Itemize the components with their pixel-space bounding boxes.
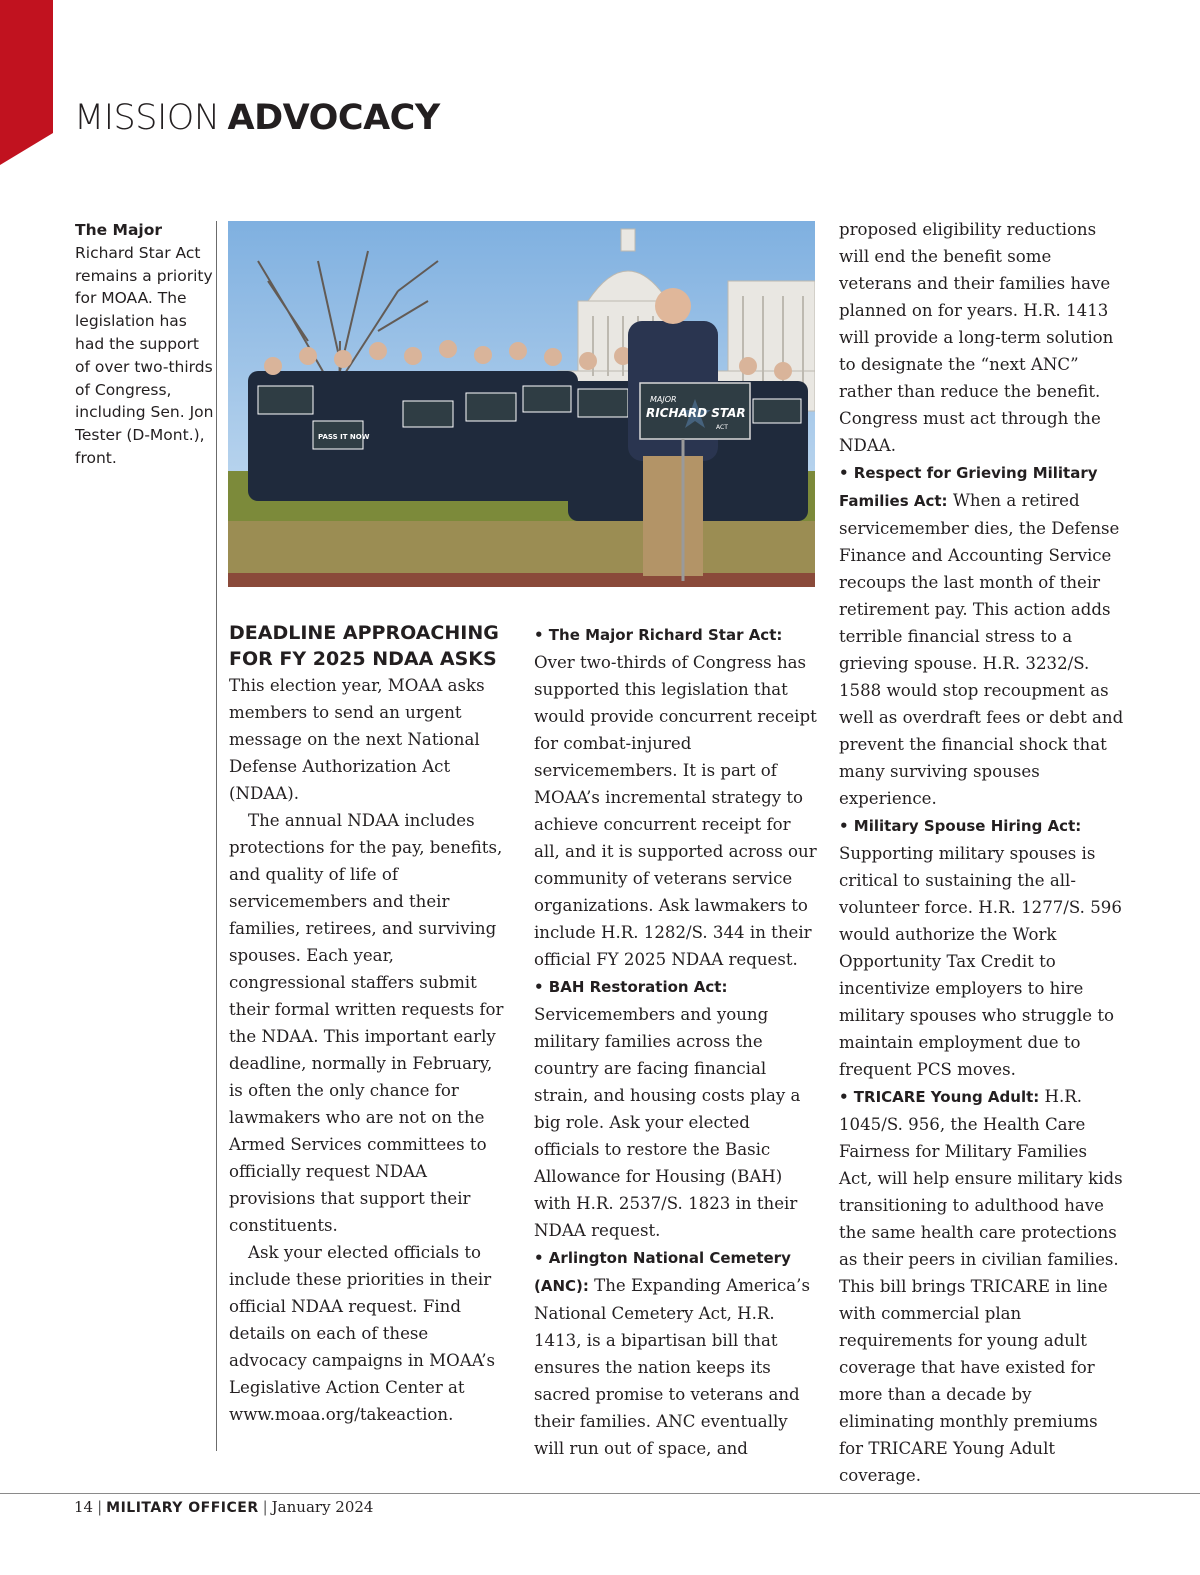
caption-lead: The Major (75, 221, 163, 239)
article-paragraph-2: The annual NDAA includes protections for the pay, benefits, and quality of life of servicemembers and their families, retirees, and surviving spouses. Each year, congressional staffers submit their formal written requests for the NDAA. This important early deadline, normally in February, is often the only chance for lawmakers who are not on the Armed Services committees to officially request NDAA provisions that support their constituents. (229, 811, 504, 1235)
footer-separator: | (97, 1498, 103, 1516)
item-text: Supporting military spouses is critical to sustaining the all-volunteer force. H.R. 1277/S. 596 would authorize the Work Opportunity Tax Credit to incentivize employers to hire military spouses who struggle to maintain employment due to frequent PCS moves. (839, 844, 1122, 1079)
photo-illustration (228, 221, 815, 587)
article-column-3 (839, 216, 1125, 1489)
photo-capitol-rally (228, 221, 815, 587)
item-text: Servicemembers and young military families across the country are facing financial strain, and housing costs play a big role. Ask your elected officials to restore the Basic Allowance for Housing (BAH) with H.R. 2537/S. 1823 in their NDAA request. (534, 1005, 801, 1240)
footer-divider (0, 1493, 1200, 1494)
item-heading: • Respect for Grieving Military Families Act: (839, 464, 1098, 510)
section-color-tab (0, 0, 53, 165)
item-grieving-families (839, 459, 1125, 812)
item-heading: • Arlington National Cemetery (ANC): (534, 1249, 791, 1295)
section-title-light: MISSION (74, 98, 220, 138)
article-column-1 (229, 620, 507, 1428)
podium-sign-line1: MAJOR (650, 395, 677, 404)
issue-date: January 2024 (271, 1498, 374, 1516)
item-richard-star (534, 621, 820, 973)
footer-separator: | (262, 1498, 268, 1516)
photo-caption (75, 219, 215, 470)
podium-sign-line2: RICHARD STAR (646, 406, 746, 420)
crowd-sign-text: PASS IT NOW (318, 433, 370, 441)
article-paragraph-3: Ask your elected officials to include these priorities in their official NDAA request. Find details on each of these advocacy campaigns in MOAA’s Legislative Action Center at www.moaa.org/takeaction. (229, 1243, 496, 1424)
item-arlington-cemetery (534, 1244, 820, 1462)
page-footer (74, 1496, 373, 1519)
item-tricare-young-adult (839, 1083, 1125, 1489)
podium-sign-line3: ACT (716, 424, 728, 431)
item-bah-restoration (534, 973, 820, 1244)
section-title-bold: ADVOCACY (227, 98, 440, 138)
section-title (74, 96, 440, 140)
article-headline (229, 620, 507, 672)
page-number: 14 (74, 1498, 94, 1516)
caption-text: Richard Star Act remains a priority for MOAA. The legislation has had the support of over two-thirds of Congress, including Sen. Jon Tester (D-Mont.), front. (75, 243, 214, 467)
item-heading: • The Major Richard Star Act: (534, 626, 783, 644)
headline-line1: DEADLINE APPROACHING (229, 622, 499, 644)
article-paragraph-1: This election year, MOAA asks members to send an urgent message on the next National Defense Authorization Act (NDAA). (229, 676, 485, 803)
item-arlington-cemetery-continued: proposed eligibility reductions will end the benefit some veterans and their families have planned on for years. H.R. 1413 will provide a long-term solution to designate the “next ANC” rather than reduce the benefit. Congress must act through the NDAA. (839, 220, 1114, 455)
caption-divider (216, 221, 217, 1451)
publication-name: MILITARY OFFICER (106, 1500, 259, 1516)
headline-line2: FOR FY 2025 NDAA ASKS (229, 648, 497, 670)
item-text: Over two-thirds of Congress has supported this legislation that would provide concurrent receipt for combat-injured servicemembers. It is part of MOAA’s incremental strategy to achieve concurrent receipt for all, and it is supported across our community of veterans service organizations. Ask lawmakers to include H.R. 1282/S. 344 in their official FY 2025 NDAA request. (534, 653, 817, 969)
item-heading: • Military Spouse Hiring Act: (839, 817, 1082, 835)
item-text: H.R. 1045/S. 956, the Health Care Fairness for Military Families Act, will help ensure military kids transitioning to adulthood have the same health care protections as their peers in civilian families. This bill brings TRICARE in line with commercial plan requirements for young adult coverage that have existed for more than a decade by eliminating monthly premiums for TRICARE Young Adult coverage. (839, 1087, 1123, 1485)
article-column-2 (534, 621, 820, 1462)
item-heading: • BAH Restoration Act: (534, 978, 728, 996)
item-heading: • TRICARE Young Adult: (839, 1088, 1040, 1106)
item-spouse-hiring (839, 812, 1125, 1083)
item-text: The Expanding America’s National Cemetery Act, H.R. 1413, is a bipartisan bill that ensures the nation keeps its sacred promise to veterans and their families. ANC eventually will run out of space, and (534, 1276, 810, 1458)
item-text: When a retired servicemember dies, the Defense Finance and Accounting Service recoups the last month of their retirement pay. This action adds terrible financial stress to a grieving spouse. H.R. 3232/S. 1588 would stop recoupment as well as overdraft fees or debt and prevent the financial shock that many surviving spouses experience. (839, 491, 1124, 808)
